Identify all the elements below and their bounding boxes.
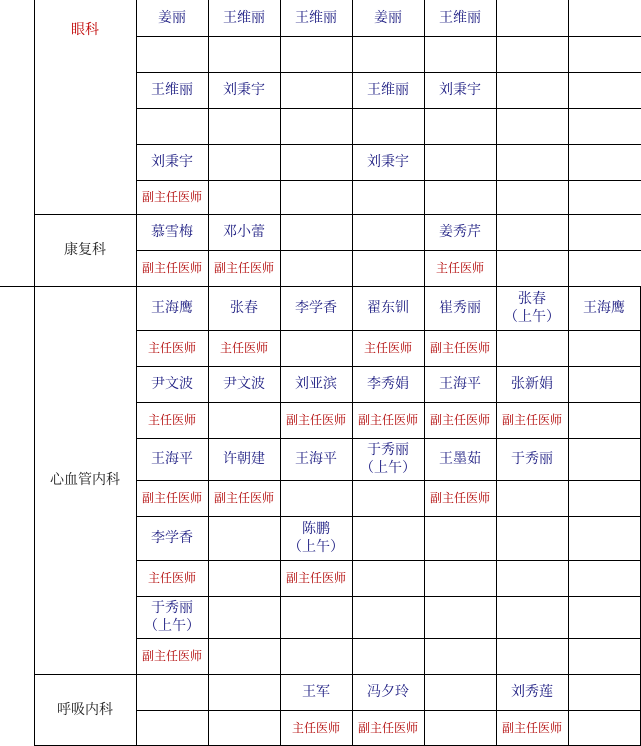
doctor-name: 王军 (302, 684, 330, 700)
doctor-name: 冯夕玲 (367, 684, 409, 700)
doctor-name: 刘秉宇 (223, 82, 265, 98)
doctor-name-line: 于秀丽 (151, 600, 193, 616)
doctor-name: 许朝建 (223, 451, 265, 467)
doctor-title: 主任医师 (435, 261, 484, 275)
doctor-name: 刘秉宇 (439, 82, 481, 98)
doctor-name: 王海平 (151, 451, 193, 467)
doctor-title: 副主任医师 (213, 491, 274, 505)
doctor-title: 副主任医师 (141, 491, 202, 505)
doctor-title: 主任医师 (363, 341, 412, 355)
doctor-title: 副主任医师 (501, 720, 562, 735)
doctor-title: 副主任医师 (141, 190, 202, 204)
grid-line (136, 560, 641, 561)
doctor-name (280, 516, 352, 560)
doctor-title: 副主任医师 (429, 413, 490, 427)
department-label: 呼吸内科 (57, 701, 113, 718)
doctor-name: 王维丽 (439, 10, 481, 26)
doctor-name: 刘秀莲 (511, 684, 553, 700)
doctor-name: 王海平 (295, 451, 337, 467)
doctor-name: 崔秀丽 (439, 300, 481, 316)
doctor-name-line: 张春 (518, 291, 546, 307)
grid-line (136, 638, 641, 639)
doctor-name: 王维丽 (295, 10, 337, 26)
doctor-name (136, 596, 208, 638)
grid-line (136, 180, 641, 181)
doctor-name: 尹文波 (223, 376, 265, 392)
doctor-name: 邓小蕾 (223, 224, 265, 240)
doctor-name: 刘秉宇 (367, 154, 409, 170)
doctor-title: 副主任医师 (357, 413, 418, 427)
doctor-name: 李学香 (295, 300, 337, 316)
doctor-title: 副主任医师 (357, 720, 418, 735)
doctor-name: 王海鹰 (583, 300, 625, 316)
doctor-title: 主任医师 (147, 341, 196, 355)
doctor-name-line: （上午） (360, 460, 416, 476)
grid-line (568, 0, 569, 745)
doctor-name (352, 438, 424, 480)
grid-line (136, 108, 641, 109)
doctor-title: 副主任医师 (501, 413, 562, 427)
doctor-name-line: （上午） (144, 618, 200, 634)
doctor-name: 姜丽 (374, 10, 402, 26)
doctor-name: 张新娟 (511, 376, 553, 392)
doctor-title: 副主任医师 (213, 261, 274, 275)
doctor-name (496, 286, 568, 330)
doctor-name: 慕雪梅 (151, 224, 193, 240)
department-label: 康复科 (64, 242, 106, 258)
doctor-title: 主任医师 (219, 341, 268, 355)
doctor-name: 姜丽 (158, 10, 186, 26)
doctor-title: 副主任医师 (429, 341, 490, 355)
doctor-name-line: （上午） (504, 309, 560, 325)
doctor-title: 副主任医师 (285, 413, 346, 427)
doctor-title: 主任医师 (291, 720, 340, 735)
department-label: 眼科 (71, 22, 99, 38)
doctor-name: 张春 (230, 300, 258, 316)
doctor-name-line: 陈鹏 (302, 521, 330, 537)
doctor-name: 王维丽 (151, 82, 193, 98)
doctor-name-line: （上午） (288, 539, 344, 555)
department-label: 心血管内科 (50, 472, 120, 488)
doctor-name: 尹文波 (151, 376, 193, 392)
grid-line (136, 36, 641, 37)
doctor-name: 刘亚滨 (295, 376, 337, 392)
doctor-title: 副主任医师 (285, 571, 346, 585)
grid-line (136, 596, 641, 597)
doctor-name: 王墨茹 (439, 451, 481, 467)
doctor-title: 主任医师 (147, 413, 196, 427)
doctor-name: 翟东钏 (367, 300, 409, 316)
doctor-title: 副主任医师 (141, 649, 202, 663)
doctor-title: 副主任医师 (429, 491, 490, 505)
doctor-name: 李学香 (151, 530, 193, 546)
doctor-name: 王海鹰 (151, 300, 193, 316)
doctor-name: 王维丽 (223, 10, 265, 26)
doctor-name: 于秀丽 (511, 451, 553, 467)
doctor-title: 副主任医师 (141, 261, 202, 275)
doctor-name: 王海平 (439, 376, 481, 392)
doctor-name-line: 于秀丽 (367, 442, 409, 458)
doctor-name: 姜秀芹 (439, 224, 481, 240)
doctor-title: 主任医师 (147, 571, 196, 585)
doctor-name: 李秀娟 (367, 376, 409, 392)
doctor-name: 王维丽 (367, 82, 409, 98)
grid-line (136, 516, 641, 517)
doctor-name: 刘秉宇 (151, 154, 193, 170)
